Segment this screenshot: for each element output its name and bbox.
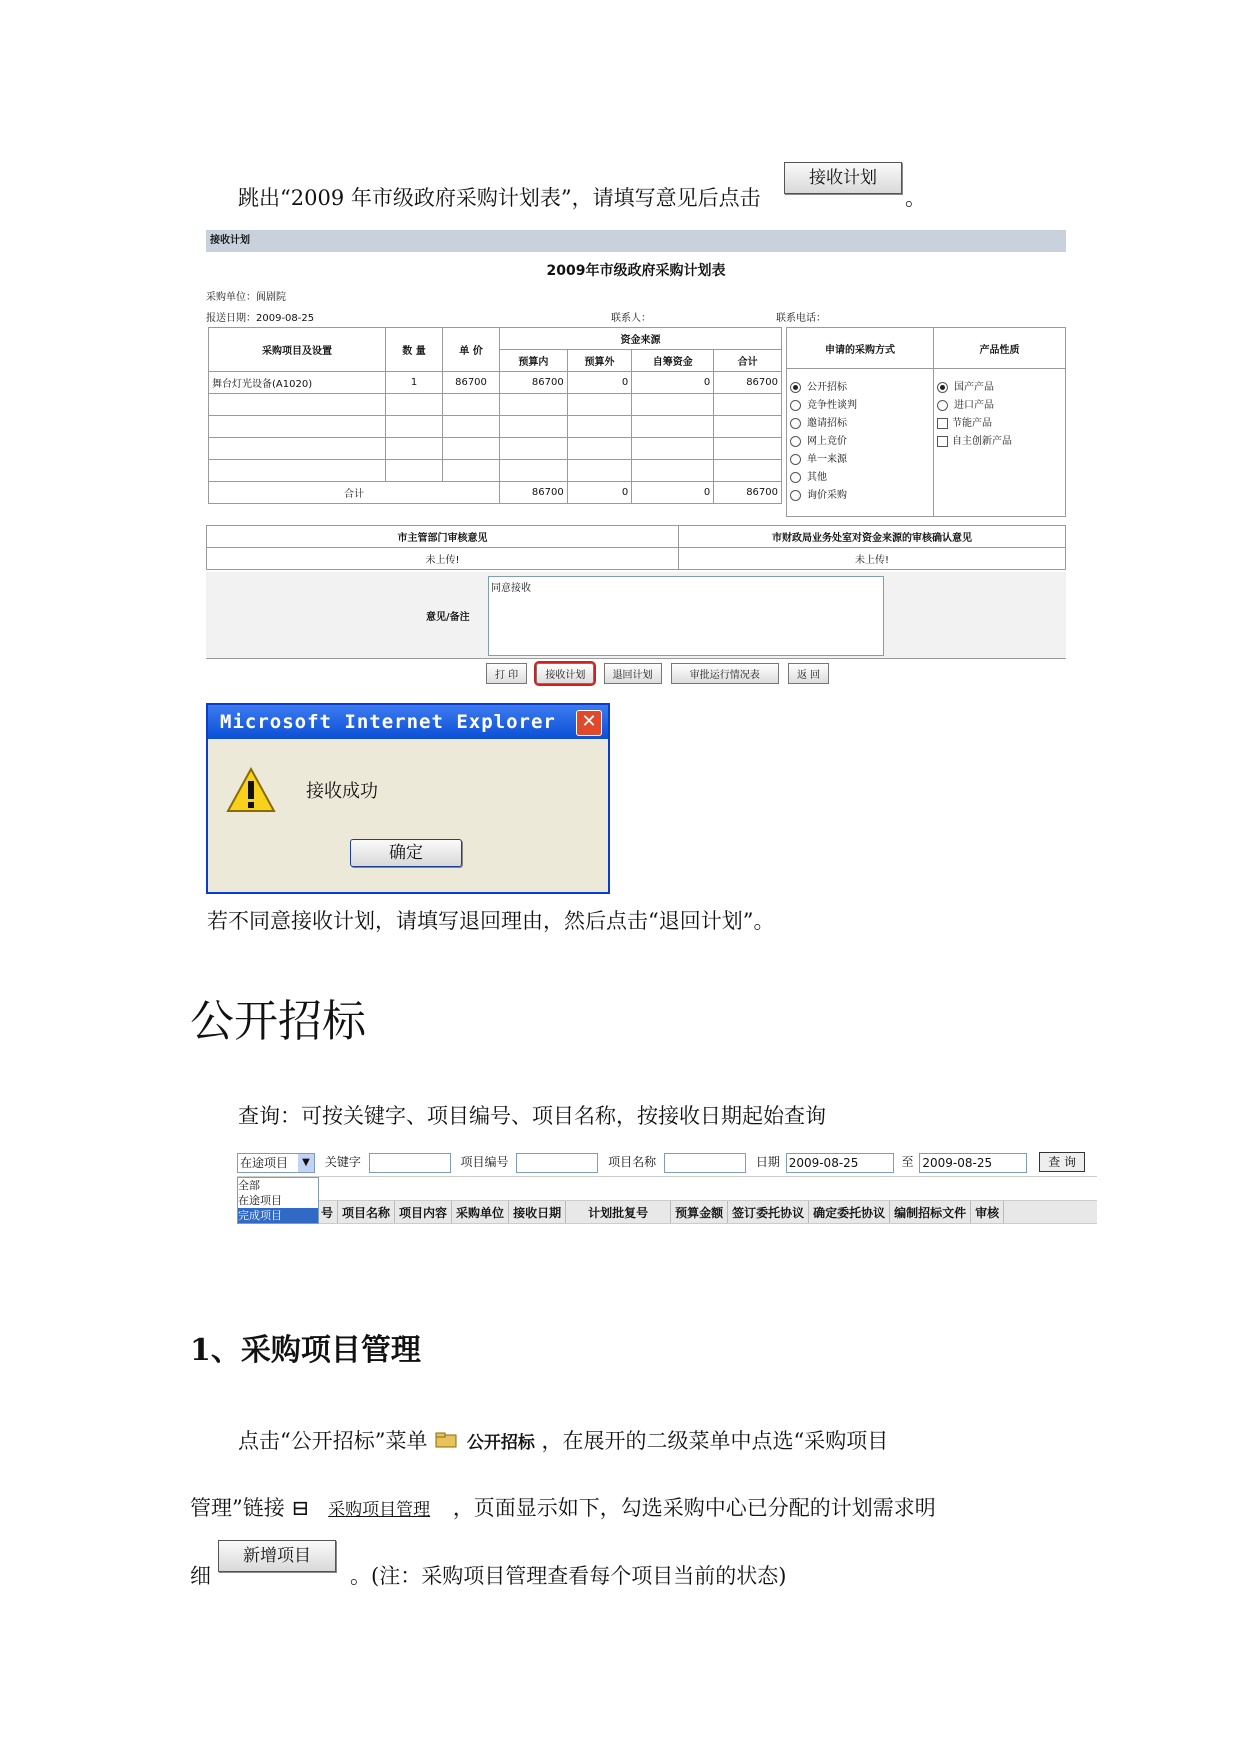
- plan-screenshot: [206, 230, 1066, 685]
- method-list: [787, 369, 934, 517]
- approval-status-button[interactable]: 审批运行情况表: [671, 663, 779, 684]
- col-total: 合计: [714, 350, 782, 372]
- tree-node-icon: ⊟: [291, 1496, 310, 1520]
- table-row: [209, 416, 782, 438]
- paragraph-line: 细: [190, 1564, 211, 1588]
- chevron-down-icon: ▼: [298, 1154, 314, 1172]
- radio-icon: [790, 490, 801, 501]
- table-row: [209, 460, 782, 482]
- ok-button[interactable]: 确定: [350, 839, 462, 867]
- intro-text: 跳出“2009 年市级政府采购计划表”，请填写意见后点击: [238, 186, 761, 210]
- receive-plan-button-image: 接收计划: [784, 162, 902, 194]
- method-option[interactable]: 其他: [790, 469, 930, 487]
- return-instruction: 若不同意接收计划，请填写退回理由，然后点击“退回计划”。: [207, 909, 775, 933]
- status-select[interactable]: 在途项目 ▼: [237, 1153, 315, 1173]
- nature-option[interactable]: 自主创新产品: [937, 433, 1062, 451]
- contact-label: 联系人：: [611, 313, 651, 324]
- remark-label: 意见/备注: [426, 612, 470, 623]
- dialog-message: 接收成功: [306, 781, 378, 802]
- col-out-budget: 预算外: [567, 350, 632, 372]
- radio-icon: [790, 400, 801, 411]
- warning-icon: [226, 767, 276, 813]
- method-option[interactable]: 网上竞价: [790, 433, 930, 451]
- nature-option[interactable]: 国产产品: [937, 379, 1062, 397]
- radio-selected-icon: [937, 382, 948, 393]
- finance-opinion-label: 市财政局业务处室对资金来源的审核确认意见: [679, 526, 1066, 548]
- intro-end: 。: [905, 186, 926, 210]
- panel-title: 接收计划: [206, 230, 1066, 252]
- option-all[interactable]: 全部: [238, 1179, 260, 1192]
- phone-label: 联系电话：: [776, 313, 826, 324]
- add-project-button-image: 新增项目: [218, 1540, 336, 1572]
- option-in-progress[interactable]: 在途项目: [238, 1194, 282, 1207]
- radio-selected-icon: [790, 382, 801, 393]
- unit-label: 采购单位：阆剧院: [206, 292, 286, 303]
- section-heading: 公开招标: [190, 996, 366, 1047]
- keyword-label: 关键字: [324, 1155, 361, 1169]
- plan-table: [208, 327, 782, 504]
- project-name-label: 项目名称: [608, 1155, 657, 1169]
- keyword-input[interactable]: [369, 1153, 451, 1173]
- date-label: 报送日期：2009-08-25: [206, 313, 315, 324]
- paragraph-line: 管理”链接 ⊟ 采购项目管理 ，页面显示如下，勾选采购中心已分配的计划需求明: [190, 1496, 936, 1520]
- date-to-input[interactable]: 2009-08-25: [919, 1153, 1027, 1173]
- method-option[interactable]: 邀请招标: [790, 415, 930, 433]
- nature-option[interactable]: 进口产品: [937, 397, 1062, 415]
- col-nature: 产品性质: [934, 328, 1066, 369]
- query-instruction: 查询：可按关键字、项目编号、项目名称，按接收日期起始查询: [238, 1104, 826, 1128]
- sum-row: 合计 86700 0 0 86700: [209, 482, 782, 504]
- date-label: 日期: [755, 1155, 780, 1169]
- query-button[interactable]: 查 询: [1039, 1152, 1085, 1172]
- to-label: 至: [901, 1155, 914, 1169]
- return-plan-button[interactable]: 退回计划: [604, 663, 662, 684]
- action-buttons: [206, 663, 1066, 684]
- plan-title: 2009年市级政府采购计划表: [546, 263, 726, 279]
- radio-icon: [790, 418, 801, 429]
- remark-textarea[interactable]: 同意接收: [488, 576, 884, 656]
- back-button[interactable]: 返 回: [788, 663, 829, 684]
- col-in-budget: 预算内: [500, 350, 568, 372]
- dialog-title: Microsoft Internet Explorer: [208, 705, 608, 739]
- nature-list: [934, 369, 1066, 517]
- table-row: [209, 394, 782, 416]
- dept-opinion-value: 未上传!: [207, 548, 679, 570]
- status-dropdown: [237, 1177, 319, 1224]
- result-header: 号 项目名称 项目内容 采购单位 接收日期 计划批复号 预算金额 签订委托协议 确定委托协议 编制招标文件 审核: [237, 1200, 1097, 1224]
- radio-icon: [937, 400, 948, 411]
- paragraph-line: 点击“公开招标”菜单 公开招标 ，在展开的二级菜单中点选“采购项目: [238, 1429, 889, 1453]
- radio-icon: [790, 454, 801, 465]
- dept-opinion-label: 市主管部门审核意见: [207, 526, 679, 548]
- print-button[interactable]: 打 印: [486, 663, 527, 684]
- remark-row: [206, 572, 1066, 659]
- option-completed[interactable]: 完成项目: [238, 1208, 318, 1223]
- table-row: [209, 438, 782, 460]
- method-option[interactable]: 单一来源: [790, 451, 930, 469]
- nature-option[interactable]: 节能产品: [937, 415, 1062, 433]
- alert-dialog: [206, 703, 610, 894]
- col-self-raised: 自筹资金: [632, 350, 714, 372]
- project-no-label: 项目编号: [460, 1155, 509, 1169]
- table-row: 舞台灯光设备(A1020) 1 86700 86700 0 0 86700: [209, 372, 782, 394]
- folder-icon: [434, 1429, 460, 1447]
- col-item: 采购项目及设置: [209, 328, 386, 372]
- method-table: [786, 327, 1066, 517]
- method-option[interactable]: 公开招标: [790, 379, 930, 397]
- menu-label: 公开招标: [466, 1433, 535, 1453]
- finance-opinion-value: 未上传!: [679, 548, 1066, 570]
- col-funds: 资金来源: [500, 328, 782, 350]
- checkbox-icon: [937, 436, 948, 447]
- radio-icon: [790, 436, 801, 447]
- subsection-heading: 1、采购项目管理: [190, 1333, 421, 1368]
- date-from-input[interactable]: 2009-08-25: [786, 1153, 894, 1173]
- method-option[interactable]: 询价采购: [790, 487, 930, 505]
- project-name-input[interactable]: [664, 1153, 746, 1173]
- col-qty: 数 量: [386, 328, 443, 372]
- paragraph-line-end: 。(注：采购项目管理查看每个项目当前的状态): [350, 1564, 787, 1588]
- col-price: 单 价: [443, 328, 500, 372]
- opinion-table: [206, 525, 1066, 570]
- project-no-input[interactable]: [516, 1153, 598, 1173]
- search-bar-screenshot: [237, 1148, 1097, 1230]
- receive-plan-button[interactable]: 接收计划: [536, 663, 594, 684]
- checkbox-icon: [937, 418, 948, 429]
- menu-link-label: 采购项目管理: [328, 1500, 431, 1520]
- method-option[interactable]: 竞争性谈判: [790, 397, 930, 415]
- close-icon[interactable]: ✕: [576, 710, 602, 736]
- col-method: 申请的采购方式: [787, 328, 934, 369]
- radio-icon: [790, 472, 801, 483]
